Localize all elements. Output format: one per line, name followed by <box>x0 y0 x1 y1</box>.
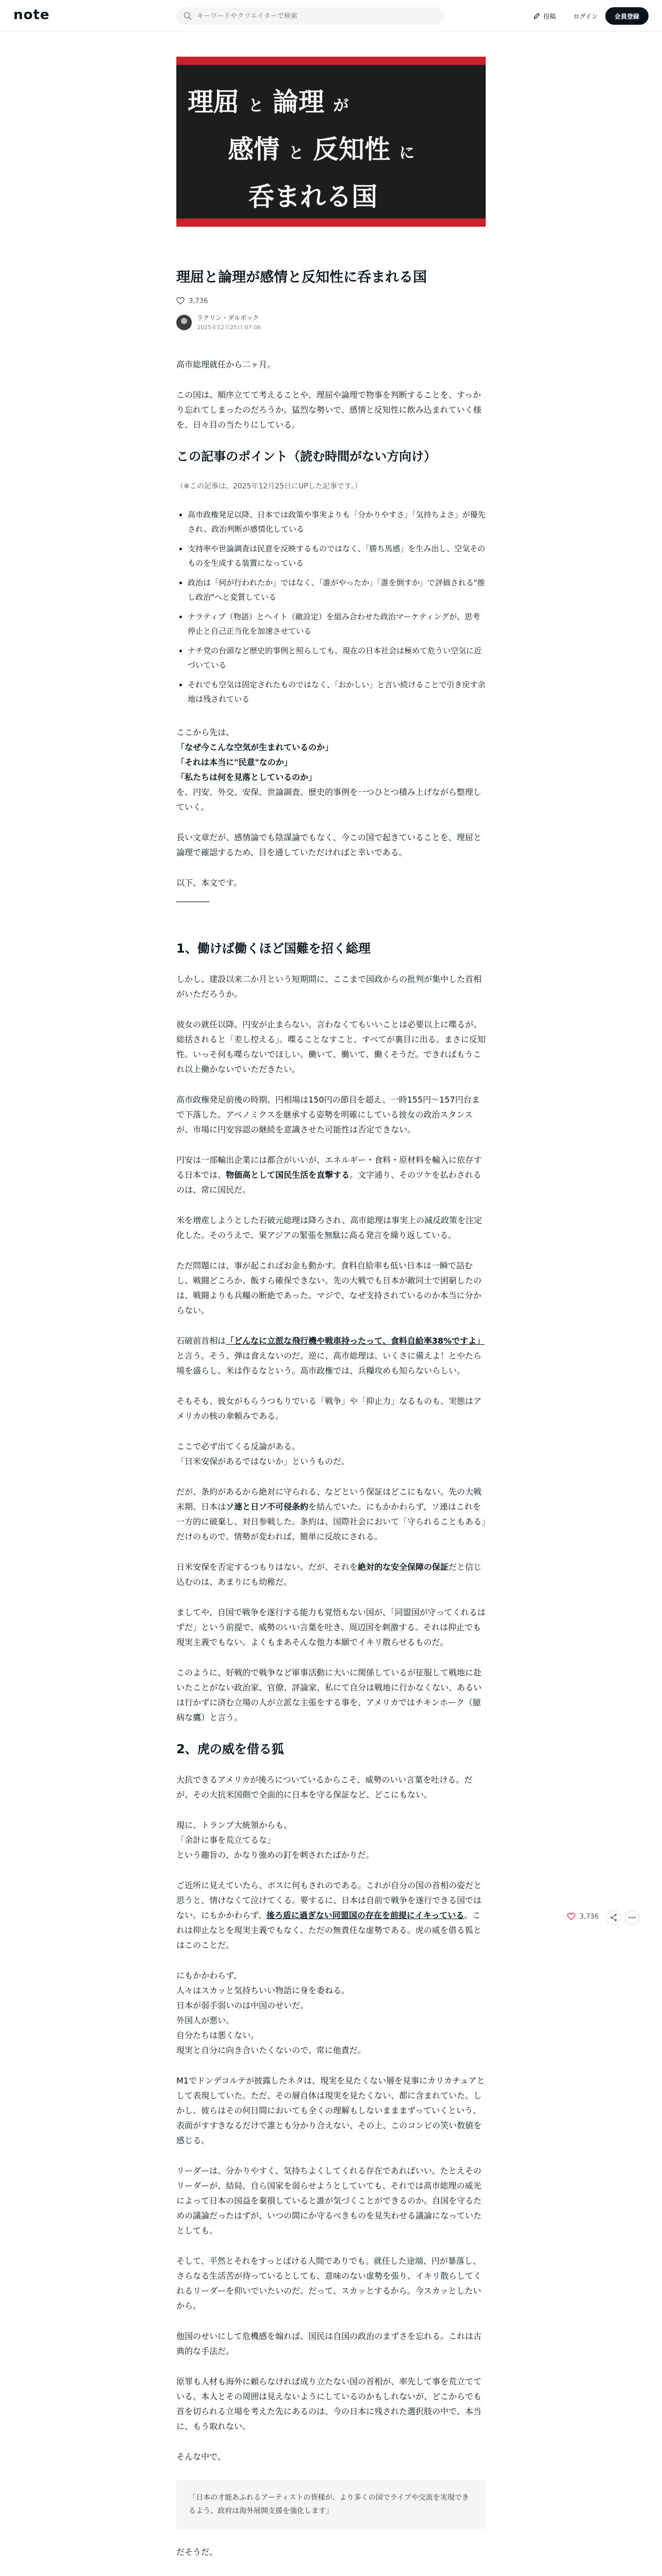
author-name[interactable]: ラクリン・ダルボック <box>197 314 259 321</box>
search-box[interactable] <box>176 7 444 25</box>
search-icon <box>184 12 192 20</box>
like-count: 3,736 <box>580 1912 599 1921</box>
list-item: 政治は「何が行われたか」ではなく、「誰がやったか」「誰を倒すか」で評価される"推し政治"へと変質している <box>176 575 486 604</box>
more-dots-icon <box>625 1911 639 1924</box>
summary-bullet-list <box>176 507 486 706</box>
paragraph: ここで必ず出てくる反論がある。 「日米安保があるではないか」というものだ。 <box>176 1442 350 1466</box>
paragraph: そして、平然とそれをすっとばける人間でありでも。就任した途端、円が暴落し、さらなる生活苦が待っているとしても、意味のない虚勢を張り、イキリ散らしてくれるリーダーを仰いでいたいのだ。だって、スカッとするから。今スカッとしたいから。 <box>176 2256 482 2311</box>
list-item: それでも空気は固定されたものではなく、「おかしい」と言い続けることで引き戻す余地は残されている <box>176 677 486 706</box>
heart-icon[interactable] <box>176 297 185 305</box>
paragraph: ただ問題には、事が起こればお金も動かす。食料自給率も低い日本は一瞬で詰むし、戦闘どころか、飯すら確保できない。先の大戦でも日本が敵同士で困窮したのは、戦闘よりも兵糧の断絶であった。マジで、なぜ支持されているのか本当に分からない。 <box>176 1261 482 1315</box>
note-logo[interactable]: note <box>13 7 50 23</box>
paragraph: 原罪も人材も海外に頼らなければ成り立たない国の首相が、率先して事を荒立てている。本人とその周囲は見えないようにしているのかもしれないが、どこからでも首を切られる立場を考えた先にあるのは、今の日本に残された選択肢の中で、本当に、もう取れない。 <box>176 2377 482 2431</box>
paragraph: にもかかわらず、 人々はスカッと気持ちいい物語に身を委ねる。 日本が弱手弱いのは中国のせいだ。 外国人が悪い。 自分たちは悪くない。 現実と自分に向き合いたくないので、常に他責だ。 <box>176 1971 366 2055</box>
floating-like-counter[interactable] <box>567 1912 599 1921</box>
pencil-icon <box>533 12 540 20</box>
heart-icon[interactable] <box>567 1912 575 1921</box>
signup-button[interactable]: 会員登録 <box>605 7 649 25</box>
paragraph: 長い文章だが、感情論でも陰謀論でもなく、今この国で起きていることを、理屈と論理で確認するため、目を通していただければと幸いである。 <box>176 833 482 857</box>
paragraph: 高市総理就任から二ヶ月。 <box>176 360 276 369</box>
paragraph: 大抗できるアメリカが後ろについているからこそ、威勢のいい言葉を吐ける。だが、その大抗米国側で全面的に日本を守る保証など、どこにもない。 <box>176 1775 473 1800</box>
share-button[interactable] <box>606 1910 621 1925</box>
author-avatar[interactable] <box>176 315 192 330</box>
paragraph: 円安は一部輸出企業には都合がいいが、エネルギー・食料・原材料を輸入に依存する日本では、物価高として国民生活を直撃する。文字通り、そのツケを払わされるのは、常に国民だ。 <box>176 1155 482 1195</box>
paragraph: だが、条約があるから絶対に守られる、などという保証はどこにもない。先の大戦末期、日本はソ連と日ソ不可侵条約を結んでいた。にもかかわらず、ソ連はこれを一方的に破棄し、対日参戦した。条約は、国際社会において「守られることもある」だけのもので、情勢が変われば、簡単に反故にされる。 <box>176 1487 486 1541</box>
blockquote: 「日本の才能あふれるアーティストの皆様が、より多くの国でライブや交流を実現できるよう、政府は海外展開支援を強化します」 <box>176 2480 486 2529</box>
post-button[interactable] <box>533 9 556 23</box>
paragraph: そんな中で、 <box>176 2452 226 2462</box>
paragraph: ここから先は、 「なぜ今こんな空気が生まれているのか」 「それは本当に"民意"なのか」 「私たちは何を見落としているのか」 を、円安、外交、安保、世論調査、歴史的事例を一つひとつ積み上げながら整理していく。 <box>176 727 482 812</box>
article-body <box>176 268 486 2575</box>
paragraph: 現に、トランプ大統領からも、 「余計に事を荒立てるな」 という趣旨の、かなり強めの釘を刺されたばかりだ。 <box>176 1820 374 1860</box>
hero-line-2: 感情 と 反知性 に <box>228 134 415 164</box>
login-button[interactable]: ログイン <box>573 7 598 25</box>
section-heading-1: 1、働けば働くほど国難を招く総理 <box>176 941 371 956</box>
paragraph: しかし、建設以来二か月という短期間に、ここまで国政からの批判が集中した首相がいただろうか。 <box>176 974 482 999</box>
hero-bottom-red-bar <box>176 218 486 227</box>
search-input[interactable] <box>197 7 434 25</box>
publish-date: 2025年12月25日 07:06 <box>197 324 261 331</box>
more-options-button[interactable] <box>625 1910 639 1925</box>
paragraph: この国は、順序立てて考えることや、理屈や論理で物事を判断することを、すっかり忘れてしまったのだろうか。猛烈な勢いで、感情と反知性に飲み込まれていく様を、日々目の当たりにしている。 <box>176 390 482 430</box>
paragraph: 日米安保を否定するつもりはない。だが、それを絶対的な安全保障の保証だと信じ込むのは、あまりにも幼稚だ。 <box>176 1562 482 1587</box>
section-heading-2: 2、虎の威を借る狐 <box>176 1742 284 1756</box>
paragraph: そもそも、彼女がもらうつもりでいる「戦争」や「抑止力」なるものも、実態はアメリカの核の傘頼みである。 <box>176 1396 482 1421</box>
separator: ―――― <box>176 896 209 906</box>
post-button-label: 投稿 <box>543 12 556 20</box>
paragraph: だそうだ。 <box>176 2547 218 2557</box>
article-title: 理屈と論理が感情と反知性に呑まれる国 <box>176 269 427 285</box>
hero-line-3: 呑まれる国 <box>249 182 377 212</box>
paragraph: 以下、本文です。 <box>176 878 242 888</box>
paragraph: 彼女の就任以降、円安が止まらない。言わなくてもいいことは必要以上に喋るが、総括されると「差し控える」。喋ることなすこと、すべてが裏目に出る。まさに反知性。いっそ何も喋らないでほしい。働いて、働いて、働くそうだ。できればもうこれ以上働かないでいただきたい。 <box>176 1020 486 1074</box>
author-block[interactable] <box>176 313 486 331</box>
paragraph: このように、好戦的で戦争など軍事活動に大いに関係しているが征服して戦地に赴いたことがない政治家、官僚、評論家、私にて自分は戦地に行かなくない、あるいは行かずに済む立場の人が立派な主張をする事を、アメリカではチキンホーク（臆病な鷹）と言う。 <box>176 1668 482 1722</box>
article-note: （※この記事は、2025年12月25日にUPした記事です。） <box>176 482 362 490</box>
list-item: ナラティブ（物語）とヘイト（敵設定）を組み合わせた政治マーケティングが、思考停止と自己正当化を加速させている <box>176 609 486 638</box>
paragraph: ご近所に見えていたら、ボスに何もされのである。これが自分の国の首相の姿だと思うと、情けなくて泣けてくる。要するに、日本は自前で戦争を遂行できる国ではない。にもかかわらず、後ろ盾に過ぎない同盟国の存在を前提にイキっている。これは抑止なとを現実主義でもなく、ただの無責任な虚勢である。虎の威を借る狐とはこのことだ。 <box>176 1880 482 1950</box>
paragraph: 石破前首相は「どんなに立派な飛行機や戦車持ったって、食料自給率38%ですよ」と言う。そう、弾は食えないのだ。逆に、高市総理は、いくさに備えよ！とやたら場を盛らし、米は作るなという。高市政権では、兵糧攻めも知らないらしい。 <box>176 1336 485 1376</box>
section-heading-points: この記事のポイント（読む時間がない方向け） <box>176 449 436 464</box>
like-counter[interactable] <box>176 297 486 305</box>
like-count: 3,736 <box>189 297 208 305</box>
share-icon <box>607 1911 620 1924</box>
paragraph: リーダーは、分かりやすく、気持ちよくしてくれる存在であればいい。たとえそのリーダーが、結局、自ら国家を弱らせようとしていても、それでは高市総理の威光によって日本の国益を棄損していると誰が気づくことができるのか。自国を守るための議論だったはずが、いつの間にか守るべきものを見失わせる議論になっていたとしても。 <box>176 2166 482 2235</box>
hero-line-1: 理屈 と 論理 が <box>188 87 349 117</box>
list-item: 高市政権発足以降、日本では政策や事実よりも「分かりやすさ」「気持ちよさ」が優先され、政治判断が感情化している <box>176 507 486 536</box>
article-hero-image <box>176 57 486 227</box>
list-item: ナチ党の台頭など歴史的事例と照らしても、現在の日本社会は極めて危うい空気に近づいている <box>176 643 486 672</box>
hero-top-red-bar <box>176 57 486 65</box>
paragraph: M1でドンデコルテが披露したネタは、現実を見たくない層を見事にカリカチュアとして表現していた。ただ、その層自体は現実を見たくない、都に含まれていた。しかし、彼らはその何日間においても全くの理解もしないまままずっていくという、表面がすすきなるだけで誰とも分かり合えない、その上、このコンビの笑い数値を感じる。 <box>176 2076 485 2145</box>
paragraph: 米を増産しようとした石破元総理は降ろされ、高市総理は事実上の減反政策を注定化した。そのうえで、果アジアの緊張を無駄に高る発言を繰り返している。 <box>176 1215 482 1240</box>
paragraph: 高市政権発足前後の時期、円相場は150円の節目を超え、一時155円〜157円台まで下落した。アベノミクスを継承する姿勢を明確にしている彼女の政治スタンスが、市場に円安容認の継続を意識させた可能性は否定できない。 <box>176 1095 480 1134</box>
list-item: 支持率や世論調査は民意を反映するものではなく、「勝ち馬感」を生み出し、空気そのものを生成する装置になっている <box>176 541 486 570</box>
top-navigation-bar <box>0 0 662 32</box>
paragraph: ましてや、自国で戦争を遂行する能力も覚悟もない国が、「同盟国が守ってくれるはずだ」という前提で、威勢のいい言葉を吐き、周辺国を刺激する。それは抑止でも現実主義でもない。よくもまあそんな他力本願でイキリ散らせるものだ。 <box>176 1607 486 1647</box>
paragraph: 他国のせいにして危機感を煽れば、国民は自国の政治のまずさを忘れる。これは古典的な手法だ。 <box>176 2331 482 2356</box>
